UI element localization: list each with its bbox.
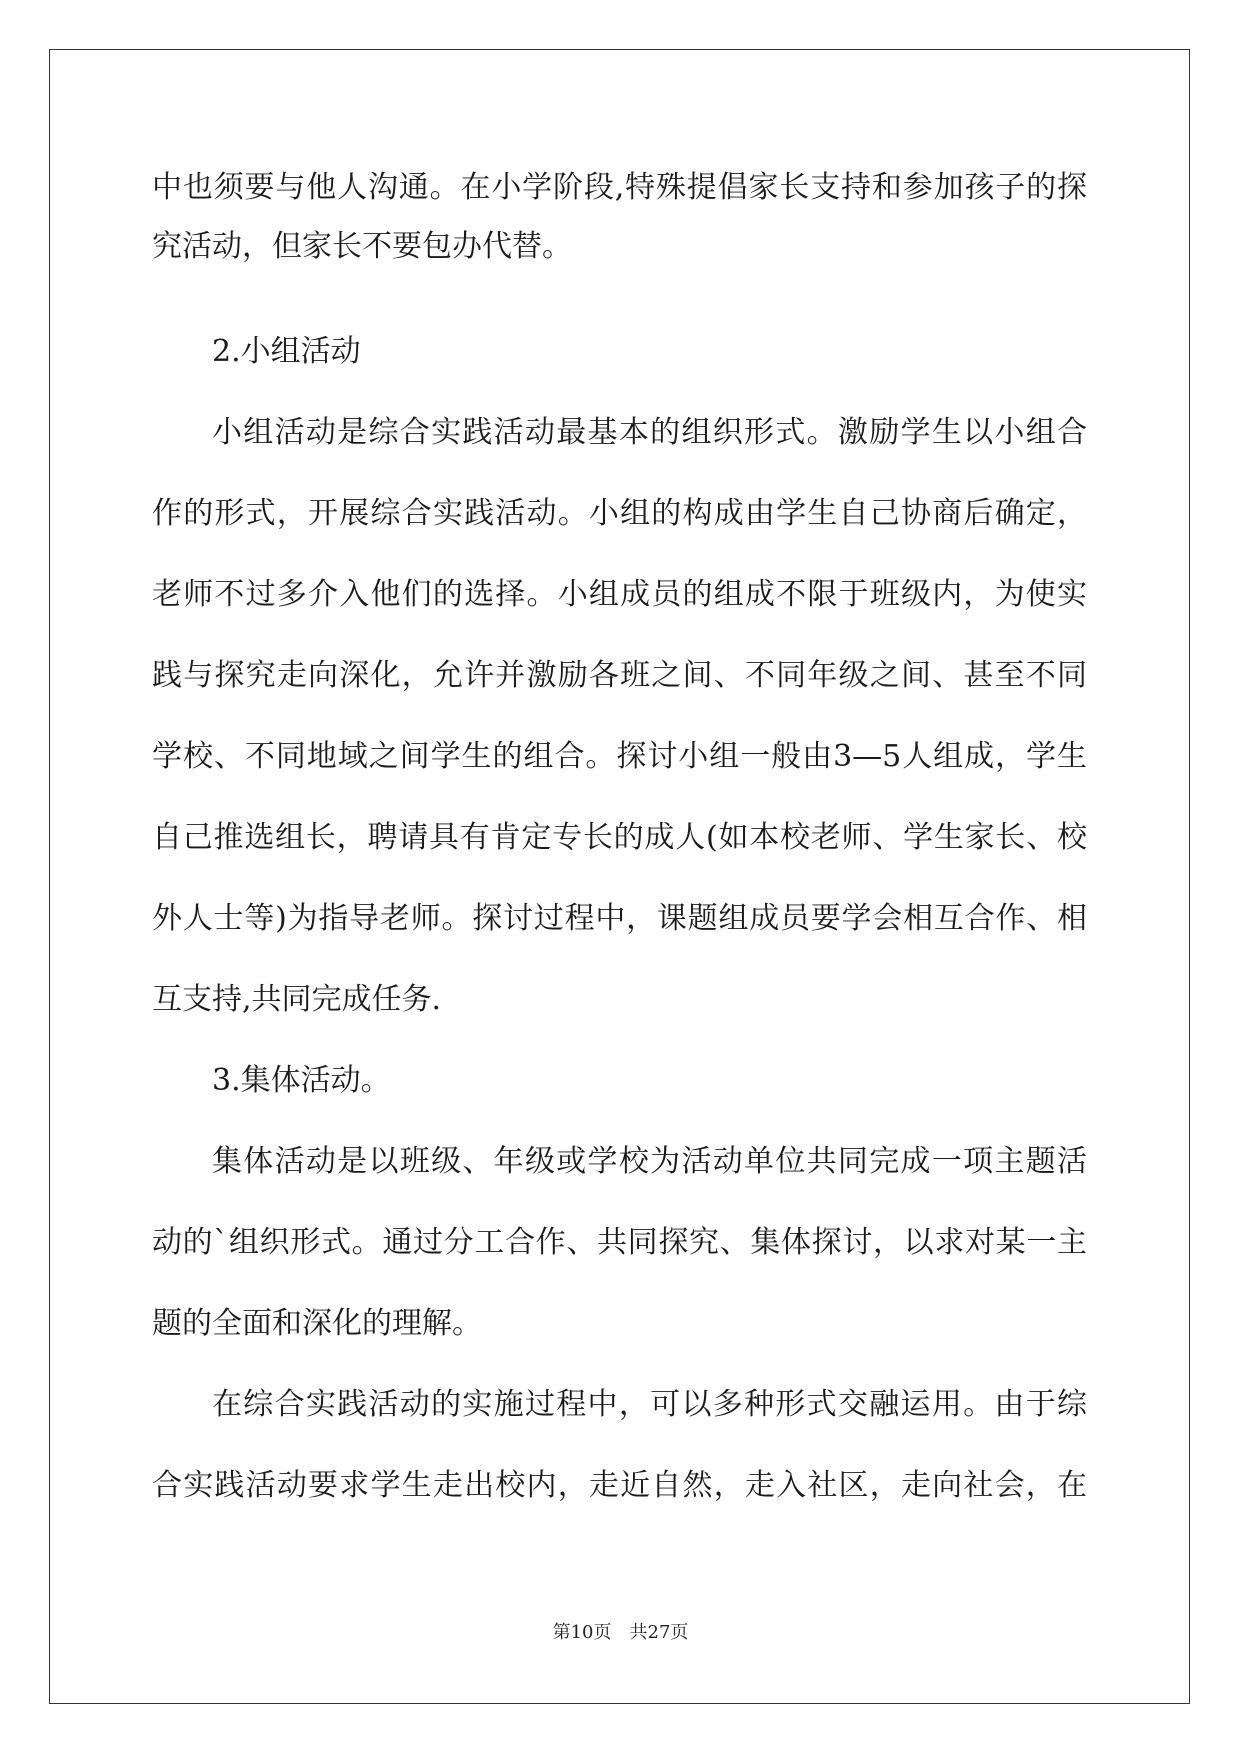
text-line-10: 外人士等)为指导老师。探讨过程中，课题组成员要学会相互合作、相	[152, 901, 1087, 936]
text-line-5: 作的形式，开展综合实践活动。小组的构成由学生自己协商后确定，	[152, 496, 1087, 531]
text-line-7: 践与探究走向深化，允许并激励各班之间、不同年级之间、甚至不同	[152, 658, 1087, 693]
text-line-15: 题的全面和深化的理解。	[152, 1306, 482, 1341]
text-line-8: 学校、不同地域之间学生的组合。探讨小组一般由3—5人组成，学生	[152, 739, 1087, 774]
text-line-2: 究活动，但家长不要包办代替。	[152, 229, 572, 264]
text-line-14: 动的`组织形式。通过分工合作、共同探究、集体探讨，以求对某一主	[152, 1225, 1087, 1260]
text-line-13: 集体活动是以班级、年级或学校为活动单位共同完成一项主题活	[212, 1144, 1087, 1179]
text-line-11: 互支持,共同完成任务.	[152, 982, 442, 1017]
section-heading-3: 3.集体活动。	[212, 1063, 391, 1098]
page-border	[49, 49, 1190, 1704]
text-line-4: 小组活动是综合实践活动最基本的组织形式。激励学生以小组合	[212, 415, 1087, 450]
text-line-1: 中也须要与他人沟通。在小学阶段,特殊提倡家长支持和参加孩子的探	[152, 170, 1087, 205]
text-line-9: 自己推选组长，聘请具有肯定专长的成人(如本校老师、学生家长、校	[152, 820, 1087, 855]
text-line-16: 在综合实践活动的实施过程中，可以多种形式交融运用。由于综	[212, 1387, 1087, 1422]
section-heading-2: 2.小组活动	[212, 334, 361, 369]
page-number-footer: 第10页 共27页	[552, 1622, 689, 1643]
text-line-17: 合实践活动要求学生走出校内，走近自然，走入社区，走向社会，在	[152, 1468, 1087, 1503]
text-line-6: 老师不过多介入他们的选择。小组成员的组成不限于班级内，为使实	[152, 577, 1087, 612]
